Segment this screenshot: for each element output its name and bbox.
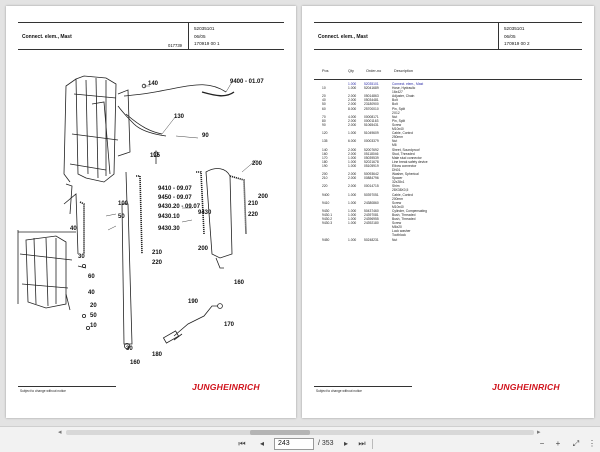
part-position: 9430.1	[322, 213, 333, 217]
part-order-number: 23180900	[364, 102, 379, 107]
part-description: M6x20	[392, 225, 402, 230]
left-footer-note: Subject to change without notice	[20, 389, 66, 393]
callout-label: 170	[224, 322, 235, 328]
col-order: Order-no	[366, 69, 382, 73]
part-quantity: 4.000	[348, 114, 357, 119]
part-quantity: 2.000	[348, 151, 357, 156]
callout-label: 140	[148, 81, 159, 87]
part-order-number: 25700010	[364, 106, 379, 111]
part-quantity: 2.000	[348, 118, 357, 123]
right-footer-note: Subject to change without notice	[316, 389, 362, 393]
parts-table-header	[314, 64, 582, 80]
callout-label: 135	[150, 153, 161, 159]
part-quantity: 1.000	[348, 217, 357, 222]
left-page	[6, 6, 296, 418]
part-description: M6	[392, 143, 397, 148]
part-description: Nut	[392, 114, 398, 119]
part-description: 2X12	[392, 110, 400, 115]
part-order-number: 52007692	[364, 147, 379, 152]
callout-label: 40	[88, 290, 95, 296]
exploded-parts-diagram	[6, 54, 296, 366]
part-order-number: 51065431	[364, 122, 379, 127]
part-order-number: 52041689	[364, 86, 379, 91]
part-quantity: 1.000	[348, 155, 357, 160]
callout-label: 9450 - 09.07	[158, 195, 192, 201]
part-description: Hose, Hydraulic	[392, 86, 416, 91]
part-order-number: 50248231	[364, 237, 379, 242]
part-position: 9450	[322, 237, 330, 242]
part-quantity: 1.000	[348, 237, 357, 242]
part-order-number: 24396955	[364, 217, 379, 222]
right-page-refs	[504, 25, 530, 48]
right-ref-code: 170919 00 2	[504, 41, 530, 47]
callout-label: 100	[118, 201, 129, 207]
part-order-number: 05014863	[364, 94, 379, 99]
callout-label: 200	[198, 246, 209, 252]
part-position: 70	[322, 114, 326, 119]
page-number-input[interactable]: 243	[274, 438, 314, 450]
part-position: 140	[322, 147, 328, 152]
callout-label: 90	[202, 133, 209, 139]
part-position: 160	[322, 151, 328, 156]
part-position: 170	[322, 155, 328, 160]
part-quantity: 1.000	[348, 192, 357, 197]
fullscreen-icon[interactable]: ⤢	[572, 439, 580, 448]
part-position: 50	[322, 102, 326, 107]
part-description: Spacer	[392, 176, 403, 181]
viewer-toolbar	[0, 426, 600, 452]
part-description: 250mm	[392, 135, 403, 140]
horizontal-scrollbar[interactable]	[66, 430, 534, 435]
part-quantity: 1.000	[348, 221, 357, 226]
part-description: 16x427	[392, 90, 403, 95]
callout-label: 180	[152, 352, 163, 358]
callout-label: 190	[188, 299, 199, 305]
part-position: 80	[322, 118, 326, 123]
part-quantity: 2.000	[348, 184, 357, 189]
part-order-number: 52035101	[364, 82, 379, 86]
callout-label: 60	[88, 274, 95, 280]
callout-label: 30	[78, 254, 85, 260]
part-description: Lock washer	[392, 229, 411, 234]
right-page-title: Connect. elem., Mast	[318, 34, 368, 40]
callout-label: 200	[258, 194, 269, 200]
part-quantity: 1.000	[348, 159, 357, 164]
toolbar-separator	[372, 439, 373, 449]
part-order-number: 05034481	[364, 98, 379, 103]
callout-label: 9430.20 - 09.07	[158, 204, 201, 210]
part-description: Elbow connector	[392, 163, 417, 168]
callout-label: 40	[70, 226, 77, 232]
part-description: Adjuster, Chain	[392, 94, 415, 99]
part-order-number: 00008171	[364, 114, 379, 119]
callout-label: 220	[248, 212, 259, 218]
part-quantity: 1.000	[348, 200, 357, 205]
part-quantity: 8.000	[348, 106, 357, 111]
part-description: M10x40	[392, 204, 404, 209]
part-description: Washer, Spherical	[392, 172, 419, 177]
part-quantity: 6.000	[348, 139, 357, 144]
part-order-number: 50093642	[364, 172, 379, 177]
callout-label: 160	[130, 360, 141, 366]
part-order-number: 00884796	[364, 176, 379, 181]
part-position: 90	[322, 122, 326, 127]
part-order-number: 05118046	[364, 151, 379, 156]
part-description: Bolt	[392, 98, 398, 103]
callout-label: 10	[90, 323, 97, 329]
part-order-number: 50437460	[364, 208, 379, 213]
part-description: Bush, Threaded	[392, 217, 416, 222]
right-ref-date: 06/05	[504, 33, 516, 39]
part-description: Nut	[392, 139, 398, 144]
part-position: 60	[322, 106, 326, 111]
next-page-icon[interactable]: ▸	[343, 439, 348, 448]
right-brand-logo: JUNGHEINRICH	[492, 382, 560, 392]
col-pos: Pos	[322, 69, 329, 73]
part-description: Screw	[392, 200, 402, 205]
part-quantity: 1.000	[348, 131, 357, 136]
part-description: 200mm	[392, 196, 403, 201]
parts-row	[314, 238, 582, 242]
part-description: Male stud connector	[392, 155, 422, 160]
part-quantity: 1.000	[348, 86, 357, 91]
part-order-number: 24397081	[364, 213, 379, 217]
part-order-number: 00001163	[364, 118, 379, 123]
left-ref-code: 170919 00 1	[194, 41, 220, 47]
parts-table	[314, 82, 582, 242]
part-position: 20	[322, 94, 326, 99]
left-page-refs	[194, 25, 220, 48]
part-order-number: 50397051	[364, 192, 379, 197]
part-position: 40	[322, 98, 326, 103]
part-description: Sheet, Soundproof	[392, 147, 420, 152]
part-description: Bush, Threaded	[392, 213, 416, 217]
part-description: Cylinder, Compensating	[392, 208, 428, 213]
previous-page-icon[interactable]: ◂	[259, 439, 264, 448]
col-qty: Qty	[348, 69, 354, 73]
left-ref-date: 06/05	[194, 33, 206, 39]
part-position: 120	[322, 131, 328, 136]
right-page	[302, 6, 594, 418]
callout-label: 210	[248, 201, 259, 207]
part-quantity: 2.000	[348, 172, 357, 177]
part-quantity: 2.000	[348, 176, 357, 181]
right-page-header	[314, 22, 582, 50]
callout-label: 50	[118, 214, 125, 220]
part-quantity: 1.000	[348, 82, 357, 86]
part-position: 9400	[322, 192, 330, 197]
right-footer-line	[314, 386, 412, 387]
part-position: 220	[322, 184, 328, 189]
callout-label: 130	[174, 114, 185, 120]
part-description: Stud, Threaded	[392, 151, 415, 156]
callout-label: 50	[90, 313, 97, 319]
part-position: 200	[322, 172, 328, 177]
right-ref-number: 52035101	[504, 26, 525, 31]
part-description: 32x28x1	[392, 180, 405, 185]
left-ref-number: 52035101	[194, 26, 215, 31]
part-description: 28X38X0,5	[392, 188, 409, 193]
scroll-right-arrow-icon[interactable]: ▸	[537, 429, 541, 436]
callout-label: 20	[90, 303, 97, 309]
part-order-number: 00003379	[364, 139, 379, 144]
callout-label: 160	[234, 280, 245, 286]
part-position: 9430.2	[322, 217, 333, 222]
part-order-number: 00014715	[364, 184, 379, 189]
callout-label: 9400 - 01.07	[230, 79, 264, 85]
left-brand-logo: JUNGHEINRICH	[192, 382, 260, 392]
left-footer-line	[18, 386, 116, 387]
part-quantity: 1.000	[348, 163, 357, 168]
part-position: 190	[322, 163, 328, 168]
part-position: 180	[322, 159, 328, 164]
part-description: Line break safety device	[392, 159, 428, 164]
part-quantity: 2.000	[348, 94, 357, 99]
part-position: 9430	[322, 208, 330, 213]
scroll-left-arrow-icon[interactable]: ◂	[58, 429, 62, 436]
part-description: Pin, Split	[392, 106, 406, 111]
part-description: Connect. elem., Mast	[392, 82, 424, 86]
callout-label: 220	[152, 260, 163, 266]
part-order-number: 52021678	[364, 159, 379, 164]
part-position: 9410	[322, 200, 330, 205]
left-page-header	[18, 22, 284, 50]
part-description: Pin, Split	[392, 118, 406, 123]
part-description: Shim	[392, 184, 400, 189]
part-order-number: 51049609	[364, 131, 379, 136]
part-description: Screw	[392, 122, 402, 127]
callout-label: 30	[126, 346, 133, 352]
left-drawing-code: 017739	[168, 43, 182, 48]
part-description: Bolt	[392, 102, 398, 107]
part-order-number: 05039539	[364, 155, 379, 160]
part-description: Cable, Control	[392, 131, 414, 136]
callout-label: 9430	[198, 210, 212, 216]
page-total: / 353	[318, 440, 334, 447]
part-position: 10	[322, 86, 326, 91]
part-description: Screw	[392, 221, 402, 226]
scrollbar-thumb[interactable]	[250, 430, 310, 435]
part-position: 135	[322, 139, 328, 144]
part-description: Toothlock	[392, 233, 406, 238]
part-quantity: 2.000	[348, 98, 357, 103]
callout-label: 9430.10	[158, 214, 180, 220]
part-order-number: 24380860	[364, 200, 379, 205]
part-position: 9430.3	[322, 221, 333, 226]
part-description: Nut	[392, 237, 398, 242]
part-order-number: 05105919	[364, 163, 379, 168]
part-quantity: 2.000	[348, 102, 357, 107]
part-quantity: 2.000	[348, 122, 357, 127]
part-order-number: 24392180	[364, 221, 379, 226]
menu-icon[interactable]: ⋮	[588, 439, 596, 448]
callout-label: 210	[152, 250, 163, 256]
col-desc: Description	[394, 69, 413, 73]
zoom-in-icon[interactable]: +	[555, 439, 561, 448]
part-description: M10x40	[392, 127, 404, 132]
part-quantity: 1.000	[348, 213, 357, 217]
part-position: 210	[322, 176, 328, 181]
callout-label: 9430.30	[158, 226, 180, 232]
callout-label: 200	[252, 161, 263, 167]
part-description: DN01	[392, 167, 401, 172]
part-quantity: 1.000	[348, 208, 357, 213]
left-page-title: Connect. elem., Mast	[22, 34, 72, 40]
last-page-icon[interactable]: ⏭	[358, 439, 366, 448]
first-page-icon[interactable]: ⏮	[238, 439, 246, 448]
part-description: Cable, Control	[392, 192, 414, 197]
callout-label: 9410 - 09.07	[158, 186, 192, 192]
part-quantity: 2.000	[348, 147, 357, 152]
zoom-out-icon[interactable]: −	[539, 439, 545, 448]
